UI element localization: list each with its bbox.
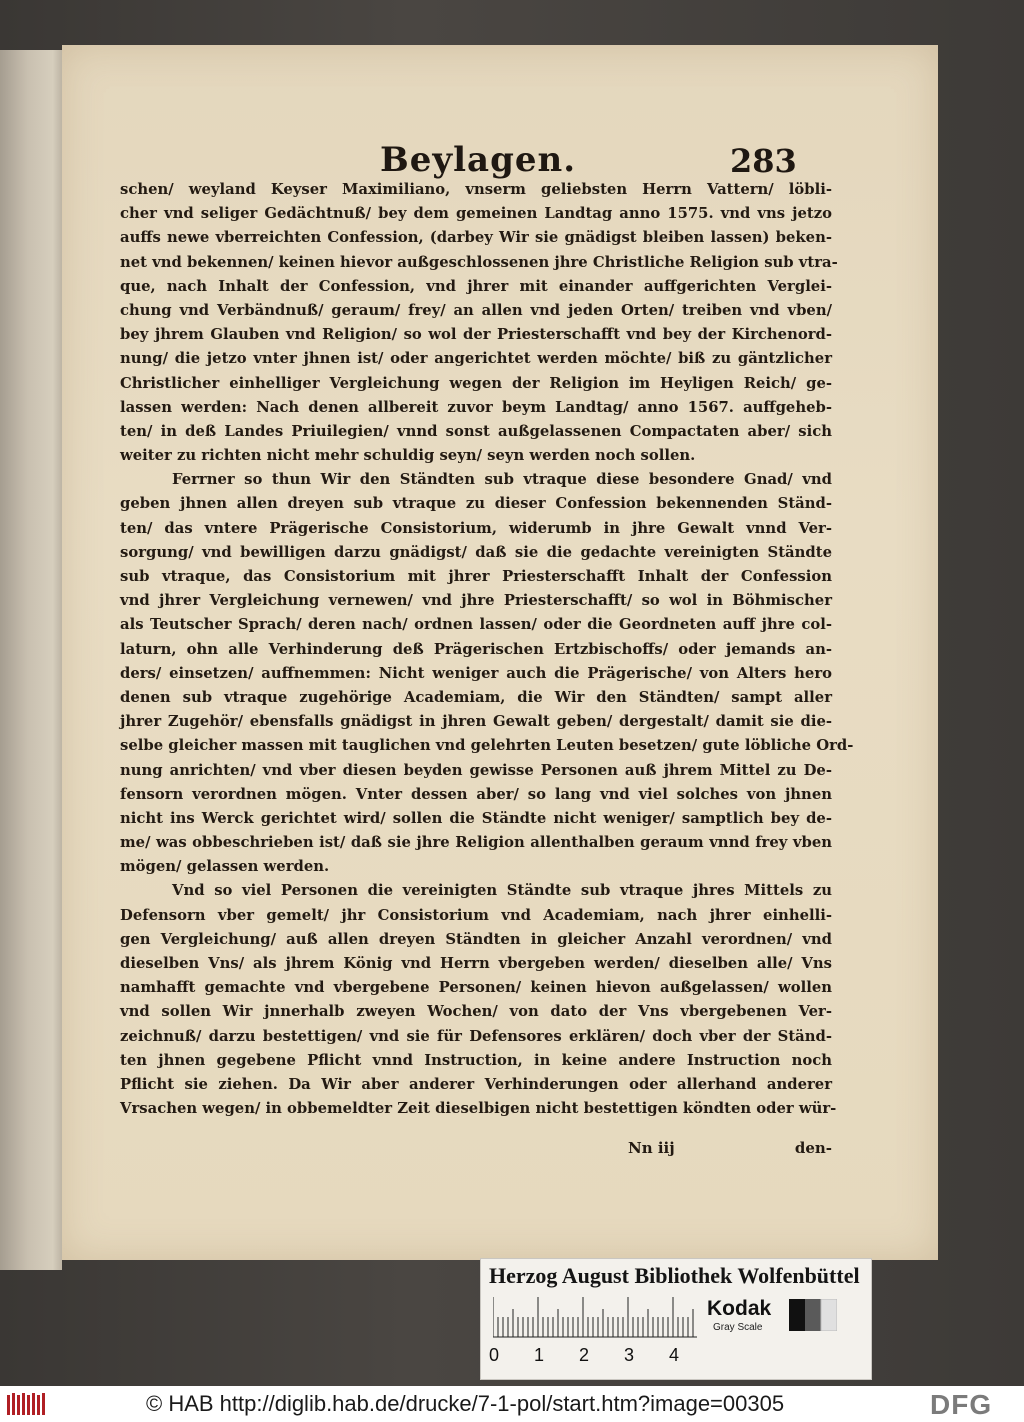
text-line: gen Vergleichung/ auß allen dreyen Ständten in gleicher Anzahl verordnen/ vnd <box>120 930 832 948</box>
text-line: nung anrichten/ vnd vber diesen beyden gewisse Personen auß jhrem Mittel zu De- <box>120 761 832 779</box>
kodak-brand: Kodak <box>707 1297 772 1320</box>
text-line: Christlicher einhelliger Vergleichung wegen der Religion im Heyligen Reich/ ge- <box>120 374 832 392</box>
ruler-number: 0 <box>489 1345 500 1365</box>
text-line: sub vtraque, das Consistorium mit jhrer Priesterschafft Inhalt der Confession <box>120 568 832 585</box>
text-line: dieselben Vns/ als jhrem König vnd Herrn vbergeben werden/ dieselben alle/ Vns <box>120 955 832 972</box>
copyright-link[interactable]: © HAB http://diglib.hab.de/drucke/7-1-pol/start.htm?image=00305 <box>146 1391 785 1416</box>
text-line: ders/ einsetzen/ auffnemmen: Nicht weniger auch die Prägerische/ von Alters hero <box>120 664 832 682</box>
book-page <box>62 45 938 1260</box>
text-line: zeichnuß/ darzu bestettigen/ vnd sie für Defensores erklären/ doch vber der Ständ- <box>120 1027 832 1045</box>
text-line: selbe gleicher massen mit tauglichen vnd gelehrten Leuten besetzen/ gute löbliche Ord- <box>120 737 854 755</box>
text-line: sorgung/ vnd bewilligen darzu gnädigst/ daß sie die gedachte vereinigten Ständte <box>120 543 832 561</box>
text-line: chung vnd Verbändnuß/ geraum/ frey/ an allen vnd jeden Orten/ treiben vnd vben/ <box>120 301 832 319</box>
text-line: net vnd bekennen/ keinen hievor außgeschlossenen jhre Christliche Religion sub vtra- <box>120 253 838 271</box>
ruler-numbers <box>489 1345 709 1369</box>
ruler-number: 2 <box>579 1345 590 1365</box>
text-line: bey jhrem Glauben vnd Religion/ so wol der Priesterschafft vnd bey der Kirchenord- <box>120 326 832 344</box>
text-line: geben jhnen allen dreyen sub vtraque zu dieser Confession bekennenden Ständ- <box>120 495 832 513</box>
footer-bar <box>0 1386 1024 1422</box>
running-head: Beylagen. <box>380 140 577 180</box>
gray-scale-label: Gray Scale <box>713 1322 763 1333</box>
page-foot <box>120 1139 832 1165</box>
measurement-ruler <box>493 1295 698 1339</box>
text-line: lassen werden: Nach denen allbereit zuvor beym Landtag/ anno 1567. auffgeheb- <box>120 398 832 416</box>
text-line: als Teutscher Sprach/ deren nach/ ordnen lassen/ oder die Geordneten auff jhre col- <box>120 616 832 634</box>
catchword: den- <box>794 1139 832 1157</box>
text-line: Pflicht sie ziehen. Da Wir aber anderer Verhinderungen oder allerhand anderer <box>120 1075 832 1093</box>
signature-mark: Nn iij <box>628 1139 675 1157</box>
text-line: ten jhnen gegebene Pflicht vnnd Instruction, in keine andere Instruction noch <box>120 1051 832 1069</box>
text-line: vnd sollen Wir jnnerhalb zweyen Wochen/ von dato der Vns vbergebenen Ver- <box>120 1003 832 1021</box>
facing-page-edge <box>0 50 62 1270</box>
text-line: cher vnd seliger Gedächtnuß/ bey dem gemeinen Landtag anno 1575. vnd vns jetzo <box>120 205 832 223</box>
text-line: jhrer Zugehör/ ebensfalls gnädigst in jhren Gewalt geben/ dergestalt/ damit sie die- <box>120 713 832 731</box>
text-line: nung/ die jetzo vnter jhnen ist/ oder angerichtet werden möchte/ biß zu gäntzlicher <box>120 350 832 368</box>
text-line: fensorn verordnen mögen. Vnter dessen aber/ so lang vnd viel solches von jhnen <box>120 785 832 803</box>
text-line: Ferrner so thun Wir den Ständten sub vtraque diese besondere Gnad/ vnd <box>172 471 832 489</box>
ruler-number: 3 <box>624 1345 635 1365</box>
text-line: Defensorn vber gemelt/ jhr Consistorium vnd Academiam, nach jhrer einhelli- <box>120 906 832 924</box>
ruler-number: 4 <box>669 1345 680 1365</box>
library-label-card <box>480 1258 872 1380</box>
ruler-number: 1 <box>534 1345 545 1365</box>
text-line: Vnd so viel Personen die vereinigten Ständte sub vtraque jhres Mittels zu <box>172 882 832 900</box>
text-line: laturn, ohn alle Verhinderung deß Prägerischen Ertzbischoffs/ oder jemands an- <box>120 640 832 658</box>
dfg-logo: DFG <box>930 1389 993 1420</box>
text-line: ten/ das vntere Prägerische Consistorium, widerumb in jhre Gewalt vnnd Ver- <box>120 519 832 537</box>
text-block <box>120 178 854 1121</box>
text-line: mögen/ gelassen werden. <box>120 858 330 876</box>
text-line: weiter zu richten nicht mehr schuldig seyn/ seyn werden noch sollen. <box>120 447 696 465</box>
text-line: nicht ins Werck gerichtet wird/ sollen die Ständte nicht weniger/ samptlich bey de- <box>120 809 832 827</box>
hab-logo-icon <box>6 1391 50 1417</box>
text-line: vnd jhrer Vergleichung vernewen/ vnd jhre Priesterschafft/ so wol in Böhmischer <box>120 592 832 610</box>
page-number: 283 <box>730 142 797 180</box>
text-line: auffs newe vberreichten Confession, (darbey Wir sie gnädigst bleiben lassen) beken- <box>120 229 832 247</box>
text-line: namhafft gemachte vnd vbergebene Personen/ keinen hievon außgelassen/ wollen <box>120 979 832 997</box>
gray-scale-patches <box>789 1299 837 1331</box>
text-line: schen/ weyland Keyser Maximiliano, vnserm geliebsten Herrn Vattern/ löbli- <box>120 181 832 198</box>
text-line: me/ was obbeschrieben ist/ daß sie jhre Religion allenthalben geraum vnnd frey vben <box>120 834 832 852</box>
text-line: Vrsachen wegen/ in obbemeldter Zeit dieselbigen nicht bestettigen köndten oder wür- <box>120 1100 837 1118</box>
text-line: denen sub vtraque zugehörige Academiam, die Wir den Ständten/ sampt aller <box>120 688 832 706</box>
text-line: ten/ in deß Landes Priuilegien/ vnnd sonst außgelassenen Compactaten aber/ sich <box>120 422 832 440</box>
library-name: Herzog August Bibliothek Wolfenbüttel <box>489 1263 860 1288</box>
text-line: que, nach Inhalt der Confession, vnd jhrer mit einander auffgerichten Verglei- <box>120 277 832 295</box>
